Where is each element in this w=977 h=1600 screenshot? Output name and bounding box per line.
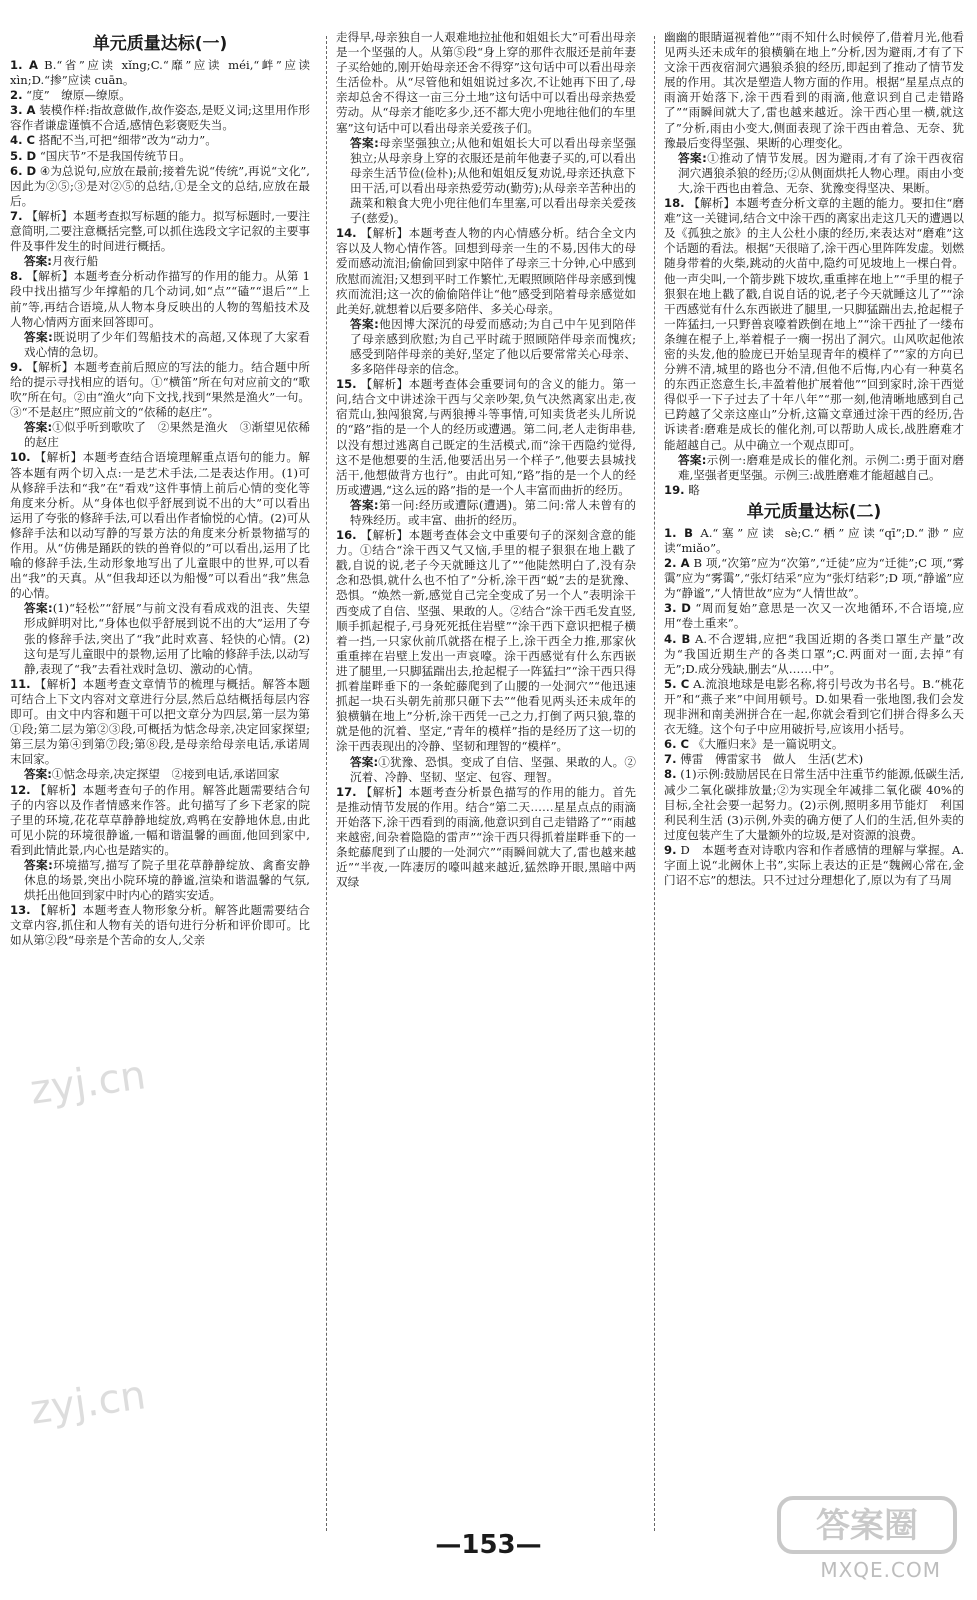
question-number: 7. xyxy=(10,208,23,223)
question-item xyxy=(664,737,964,752)
question-number: 15. xyxy=(336,377,357,392)
question-item xyxy=(664,483,964,498)
question-text: 略 xyxy=(688,482,700,497)
answer-item xyxy=(350,317,636,377)
answer-label: 答案: xyxy=(678,150,707,165)
question-text: 【解析】本题考查体会重要词句的含义的能力。第一问,结合文中讲述涂干西与父亲吵架,负气决然离家出走,夜宿荒山,独闯狼窝,与两狼搏斗等事情,可知卖货老头儿所说的“路”指的是一个人的经历或遭遇。第二问,老人走街串巷,以没有想过逃离自己既定的生活模式,而“涂干西隐约觉得,这不是他想要的生活,他要活出另一个样子”,他要去县城找活干,他想做背方也行”。由此可知,“路”指的是一个人的经历或遭遇,“这么远的路”指的是一个人丰富而曲折的经历。 xyxy=(336,377,636,497)
question-item xyxy=(10,103,310,133)
question-item xyxy=(664,196,964,453)
question-text: B 项,“次第”应为“次第”,“迁徒”应为“迁徙”;C 项,“雾霭”应为“雾霭”,“张灯结采”应为“张灯结彩”;D 项,“静谧”应为“静谧”,“人情世故”应为“人情世故”。 xyxy=(664,556,964,601)
question-item xyxy=(10,209,310,254)
question-number: 2. A xyxy=(664,556,690,571)
question-number: 8. xyxy=(10,269,23,284)
answer-label: 答案: xyxy=(350,754,379,769)
question-item xyxy=(664,843,964,888)
section-title: 单元质量达标(二) xyxy=(746,501,882,522)
question-text: 走得早,母亲独自一人艰难地拉扯他和姐姐长大”可看出母亲是一个坚强的人。从第⑤段“身上穿的那件衣服还是前年妻子买给她的,刚开始母亲还舍不得穿”这句话中可以看出母亲生活俭朴。从“尽管他和姐姐说过多次,不让她再下田了,母亲却总舍不得这一亩三分土地”这句话中可以看出母亲热爱劳动。从“母亲才能吃多少,还不都大兜小兜地往他们的车里塞”这句话中可以看出母亲关爱孩子们。 xyxy=(336,30,636,135)
answer-item xyxy=(24,767,310,782)
answer-text: 示例一:磨难是成长的催化剂。示例二:勇于面对磨难,坚强者更坚强。示例三:战胜磨难才能超越自己。 xyxy=(678,452,964,482)
question-item xyxy=(664,632,964,677)
question-text: 装模作样:指故意做作,故作姿态,是贬义词;这里用作形容作者谦虚谨慎不合适,感情色彩褒贬失当。 xyxy=(10,103,310,133)
answer-label: 答案: xyxy=(24,601,53,616)
answer-item xyxy=(678,151,964,196)
answer-text: 第一问:经历或遭际(遭遇)。第二问:常人未曾有的特殊经历。或丰富、曲折的经历。 xyxy=(350,497,636,527)
question-number: 4. C xyxy=(10,133,36,148)
question-item xyxy=(10,133,310,148)
answer-label: 答案: xyxy=(350,497,379,512)
answer-text: ①犹豫、恐惧。变成了自信、坚强、果敢的人。②沉着、冷静、坚韧、坚定、包容、理智。 xyxy=(350,754,636,784)
question-text: 【解析】本题考查分析文章的主题的能力。要扣住“磨难”这一关键词,结合文中涂干西的离家出走这几天的遭遇以及《孤独之旅》的主人公杜小康的经历,来表达对“磨难”这个话题的看法。根据“天很暗了,涂干西心里阵阵发虚。划燃随身带着的火柴,跳动的火苗中,隐约可见坡地上一棵白骨。他一声尖叫,一个箭步跳下坡坎,重重摔在地上”“手里的棍子狠狠在地上戳了戳,自说自话的说,老子今天就睡这儿了”“涂干西感觉有什么东西嵌进了腿里,一只脚猛踹出去,抢起棍子一阵猛扫,一只野兽哀嚎着跌倒在地上”“涂干西扯了一缕布条缠在棍子上,举着棍子一瘸一拐出了洞穴。山风吹起他浓密的头发,他的脸庞已开始呈现青年的模样了”“家的方向已分辨不清,城里的路也分不清,但他不后悔,内心有一种莫名的东西正恣意生长,丰盈着他扩展着他”“回到家时,涂干西觉得似乎一下子过去了十年八年”“那一刻,他清晰地感到自己已跨越了父亲这座山”分析,这篇文章通过涂干西的经历,告诉读者:磨难是成长的催化剂,可以帮助人成长,战胜磨难才能超越自己。从中确立一个观点即可。 xyxy=(664,196,964,452)
question-number: 14. xyxy=(336,226,357,241)
question-item xyxy=(664,526,964,556)
answer-item xyxy=(24,330,310,360)
question-text: 【解析】本题考查分析景色描写的作用的能力。首先是推动情节发展的作用。结合“第二天……星星点点的雨滴开始落下,涂干西看到的雨滴,他意识到自己走错路了”“雨越来越密,间杂着隐隐的雷声”“涂干西只得抓着崖畔垂下的一条蛇藤爬到了山腰的一处洞穴”“雨瞬间就大了,雷也越来越近”“半夜,一阵凄厉的嚎叫越来越近,猛然睁开眼,黑暗中两双绿 xyxy=(336,784,636,890)
question-item xyxy=(664,601,964,631)
question-number: 11. xyxy=(10,676,31,691)
answer-item xyxy=(350,755,636,785)
question-text: 【解析】本题考查人物形象分析。解答此题需要结合文章内容,抓住和人物有关的语句进行分析和评价即可。比如从第②段“母亲是个苦命的女人,父亲 xyxy=(10,903,310,948)
question-text: 【解析】本题考查人物的内心情感分析。结合全文内容以及人物心情作答。回想到母亲一生的不易,因伟大的母爱而感动流泪;偷偷回到家中陪伴了母亲三十分钟,心中感到欣慰而流泪;又想到平时工作繁忙,无暇照顾陪伴母亲感到愧疚而流泪;这一次的偷偷陪伴让“他”感受到陪着母亲感觉如此美好,就想着以后要多陪伴、多关心母亲。 xyxy=(336,226,636,316)
question-text: (1)示例:鼓励居民在日常生活中注重节约能源,低碳生活,减少二氧化碳排放量;②为实现全年减排二氧化碳 40%的目标,全社会要一起努力。(2)示例,照明多用节能灯 利国利民利生活 (3)示例,外卖的确方便了人们的生活,但外卖的过度包装产生了大量额外的垃圾,是对资源的浪费。 xyxy=(664,767,964,842)
question-text: “度” 缭原—缭原。 xyxy=(26,88,131,103)
question-item xyxy=(10,269,310,329)
question-text: 【解析】本题考查分析动作描写的作用的能力。从第 1 段中找出描写少年撑船的几个动词,如“点”“磕”“退后”“上前”等,再结合语境,从人物本身反映出的人物的驾船技术及人物心情两方面来回答即可。 xyxy=(10,269,310,329)
answer-label: 答案: xyxy=(350,135,379,150)
column-divider xyxy=(654,36,655,1531)
watermark-text: zyj.cn xyxy=(27,1052,149,1114)
question-item xyxy=(664,677,964,737)
question-number: 18. xyxy=(664,196,685,211)
page-number: —153— xyxy=(435,1530,542,1560)
question-item xyxy=(10,783,310,858)
question-item xyxy=(10,677,310,768)
watermark-text: zyj.cn xyxy=(27,1372,149,1434)
question-number: 13. xyxy=(10,903,31,918)
question-number: 2. xyxy=(10,88,23,103)
answer-item xyxy=(24,420,310,450)
answer-item xyxy=(678,453,964,483)
question-item xyxy=(10,58,310,88)
question-text: 搭配不当,可把“细带”改为“动力”。 xyxy=(38,133,217,148)
answer-circle-logo xyxy=(777,1490,957,1560)
answer-item xyxy=(24,601,310,676)
question-number: 3. A xyxy=(10,103,36,118)
answer-item xyxy=(350,136,636,227)
question-item xyxy=(336,30,636,136)
answer-text: 母亲坚强独立;从他和姐姐长大可以看出母亲坚强独立;从母亲身上穿的衣服还是前年他妻子买的,可以看出母亲生活节俭(俭朴);从他和姐姐反复劝说,母亲还执意下田干活,可以看出母亲热爱劳动(勤劳);从母亲辛苦种出的蔬菜和粮食大兜小兜往他们车里塞,可以看出母亲关爱孩子(慈爱)。 xyxy=(350,135,636,226)
logo-graphic xyxy=(777,1490,957,1560)
question-number: 17. xyxy=(336,784,357,799)
question-text: 【解析】本题考查结合语境理解重点语句的能力。解答本题有两个切入点:一是艺术手法,二是表达作用。(1)可从修辞手法和“我”在“看戏”这件事情上前后心情的变化等角度来分析。从“身体也似乎舒展到说不出的大”可以看出运用了夸张的修辞手法,可以看出作者愉悦的心情。(2)可从修辞手法和以动写静的写景方法的角度来分析景物描写的作用。从“仿佛是踊跃的铁的兽脊似的”可以看出,运用了比喻的修辞手法,生动形象地写出了儿童眼中的世界,可以看出“我”的天真。从“但我却还以为船慢”可以看出“我”焦急的心情。 xyxy=(10,450,310,601)
question-text: B.“省”应读 xǐng;C.“靡”应读 méi,“衅”应读 xìn;D.“掺”应读 cuān。 xyxy=(10,58,310,88)
answer-label: 答案: xyxy=(24,767,52,782)
question-item xyxy=(336,377,636,498)
question-number: 3. D xyxy=(664,601,691,616)
question-item xyxy=(664,30,964,151)
question-number: 9. xyxy=(10,359,23,374)
question-text: A.“塞”应读 sè;C.“栖”应读“qī”;D.“渺”应读“miǎo”。 xyxy=(664,525,964,555)
question-number: 5. D xyxy=(10,148,37,163)
question-item xyxy=(336,226,636,317)
question-number: 9. xyxy=(664,842,677,857)
answer-text: 他因博大深沉的母爱而感动;为自己中午见到陪伴了母亲感到欣慰;为自己平时疏于照顾陪伴母亲而愧疚;感受到陪伴母亲的美好,坚定了他以后要常常关心母亲、多多陪伴母亲的信念。 xyxy=(350,316,636,377)
answer-text: (1)“轻松”“舒展”与前文没有看成戏的沮丧、失望形成鲜明对比,“身体也似乎舒展到说不出的大”运用了夸张的修辞手法,突出了“我”此时欢喜、轻快的心情。(2)这句是写儿童眼中的景物,运用了比喻的修辞手法,以动写静,表现了“我”去看社戏时急切、激动的心情。 xyxy=(24,601,310,676)
question-text: 【解析】本题考查拟写标题的能力。拟写标题时,一要注意简明,二要注意概括完整,可以抓住选段文字记叙的主要事件及事件发生的时间进行概括。 xyxy=(10,208,310,254)
answer-item xyxy=(24,858,310,903)
question-item xyxy=(664,752,964,767)
question-item xyxy=(10,88,310,103)
answer-text: ①似乎听到歌吹了 ②果然是渔火 ③渐望见依稀的赵庄 xyxy=(24,420,310,450)
question-text: 【解析】本题考查文章情节的梳理与概括。解答本题可结合上下文内容对文章进行分层,然后总结概括每层内容即可。由文中内容和题干可以把文章分为四层,第一层为第①段;第二层为第②③段,可概括为惦念母亲,决定回家探望;第三层为第④到第⑦段;第⑧段,是母亲给母亲电话,承诺周末回家。 xyxy=(10,676,310,767)
answer-item xyxy=(350,498,636,528)
question-text: D 本题考查对诗歌内容和作者感情的理解与掌握。A.字面上说“北阙休上书”,实际上表达的正是“魏阙心常在,金门诏不忘”的想法。只不过过分理想化了,原以为有了马周 xyxy=(664,842,964,888)
answer-label: 答案: xyxy=(24,329,53,344)
answer-item xyxy=(24,254,310,269)
answer-text: 既说明了少年们驾船技术的高超,又体现了大家看戏心情的急切。 xyxy=(24,329,310,359)
question-item xyxy=(10,450,310,601)
question-text: 【解析】本题考查句子的作用。解答此题需要结合句子的内容以及作者情感来作答。此句描写了乡下老家的院子里的环境,花花草草静静地绽放,鸡鸭在安静地休息,由此可见小院的环境很静谧,一幅和谐温馨的画面,他回到家中,看到此情此景,内心也是踏实的。 xyxy=(10,782,310,857)
answer-text: 环境描写,描写了院子里花草静静绽放、禽畜安静休息的场景,突出小院环境的静谧,渲染和谐温馨的气氛,烘托出他回到家中时内心的踏实安适。 xyxy=(24,857,310,903)
question-number: 19. xyxy=(664,482,685,497)
answer-label: 答案: xyxy=(24,254,52,269)
question-text: A.不合逻辑,应把“我国近期的各类口罩生产量”改为“我国近期生产的各类口罩”;C.两面对一面,去掉“有无”;D.成分残缺,删去“从……中”。 xyxy=(664,631,964,676)
question-text: 幽幽的眼睛逼视着他”“雨不知什么时候停了,借着月光,他看见两头还未成年的狼横躺在地上”分析,因为避雨,才有了下文涂干西夜宿洞穴遇狼杀狼的经历,即起到了推动了情节发展的作用。其次是塑造人物方面的作用。根据“星星点点的雨滴开始落下,涂干西看到的雨滴,他意识到自己走错路了”“雨瞬间就大了,雷也越来越近。涂干西心里一横,就这了”分析,雨由小变大,侧面表现了涂干西由着急、无奈、犹豫最后变得坚强、果断的心理变化。 xyxy=(664,30,964,150)
question-number: 16. xyxy=(336,528,357,543)
question-item xyxy=(10,903,310,948)
question-item xyxy=(10,149,310,164)
question-number: 5. C xyxy=(664,676,690,691)
question-number: 1. A xyxy=(10,58,38,72)
answer-label: 答案: xyxy=(24,420,53,435)
question-text: 【解析】本题考查体会文中重要句子的深刻含意的能力。①结合“涂干西又气又恼,手里的棍子狠狠在地上戳了戳,自说的说,老子今天就睡这儿了”“他陡然明白了,没有杂念和恐惧,就什么也不怕了”分析,涂干西“蜕”去的是犹豫、恐惧。“焕然一新,感觉自己完全变成了另一个人”表明涂干西变成了自信、坚强、果敢的人。②结合“涂干西毛发直竖,顺手抓起棍子,弓身死死抵住岩壁”“涂干西下意识把棍子横着一挡,一只家伙前爪就搭在棍子上,涂干西全力推,那家伙重重摔在岩壁上发出一声哀嚎。涂干西感觉有什么东西嵌进了腿里,一只脚猛踹出去,抢起棍子一阵猛扫”“涂干西只得抓着崖畔垂下的一条蛇藤爬到了山腰的一处洞穴”“他迅速抓起一块石头朝先前那只砸下去”“他看见两头还未成年的狼横躺在地上”分析,涂干西凭一己之力,打倒了两只狼,靠的就是他的沉着、坚定,“青年的模样”指的是经历了这一切的涂干西表现出的冷静、坚韧和理智的“模样”。 xyxy=(336,528,636,754)
question-number: 7. xyxy=(664,752,677,767)
question-text: ④为总说句,应放在最前;接着先说“传统”,再说“文化”,因此为②⑤;③是对②⑤的总结,①是全文的总结,应放在最后。 xyxy=(10,163,310,208)
answer-label: 答案: xyxy=(24,857,53,872)
question-text: 傅雷 傅雷家书 做人 生活(艺术) xyxy=(680,752,864,767)
question-number: 12. xyxy=(10,782,31,797)
question-number: 1. B xyxy=(664,525,694,540)
question-item xyxy=(10,164,310,209)
question-number: 4. B xyxy=(664,631,691,646)
question-item xyxy=(10,360,310,420)
question-item xyxy=(336,528,636,754)
section-title: 单元质量达标(一) xyxy=(92,34,228,54)
answer-label: 答案: xyxy=(350,316,379,331)
question-text: 【解析】本题考查前后照应的写法的能力。结合题中所给的提示寻找相应的语句。①“横笛”所在句对应前文的“歌吹”所在句。②由“渔火”向下文找,找到“果然是渔火”一句。③“不是赵庄”照应前文的“依稀的赵庄”。 xyxy=(10,359,310,420)
question-text: “国庆节”不是我国传统节日。 xyxy=(39,148,191,163)
column-divider xyxy=(326,36,327,1531)
column-left xyxy=(10,30,310,1540)
answer-label: 答案: xyxy=(678,452,707,467)
question-number: 8. xyxy=(664,767,677,782)
question-number: 6. D xyxy=(10,163,37,178)
question-text: “周而复始”意思是一次又一次地循环,不合语境,应用“卷土重来”。 xyxy=(664,601,964,631)
logo-text: 答案圈 xyxy=(816,1506,918,1546)
answer-text: ①惦念母亲,决定探望 ②接到电话,承诺回家 xyxy=(51,767,280,782)
watermark-url: MXQE.COM xyxy=(820,1558,941,1582)
column-right xyxy=(664,30,964,1540)
question-item xyxy=(664,556,964,601)
question-text: A.流浪地球是电影名称,将引号改为书名号。B.“桃花开”和“燕子来”中间用顿号。D.如果看一张地图,我们会发现非洲和南美洲拼合在一起,你就会看到它们拼合得多么天衣无缝。这个句子中应用破折号,应该用小括号。 xyxy=(664,676,964,737)
question-text: 《大雁归来》是一篇说明文。 xyxy=(692,737,844,752)
question-item xyxy=(336,785,636,891)
question-item xyxy=(664,767,964,842)
column-middle xyxy=(336,30,636,1540)
answer-text: 月夜行船 xyxy=(51,254,99,269)
question-number: 10. xyxy=(10,450,31,465)
answer-text: ①推动了情节发展。因为避雨,才有了涂干西夜宿洞穴遇狼杀狼的经历;②从侧面烘托人物心理。雨由小变大,涂干西也由着急、无奈、犹豫变得坚决、果断。 xyxy=(678,150,964,195)
question-number: 6. C xyxy=(664,737,690,752)
